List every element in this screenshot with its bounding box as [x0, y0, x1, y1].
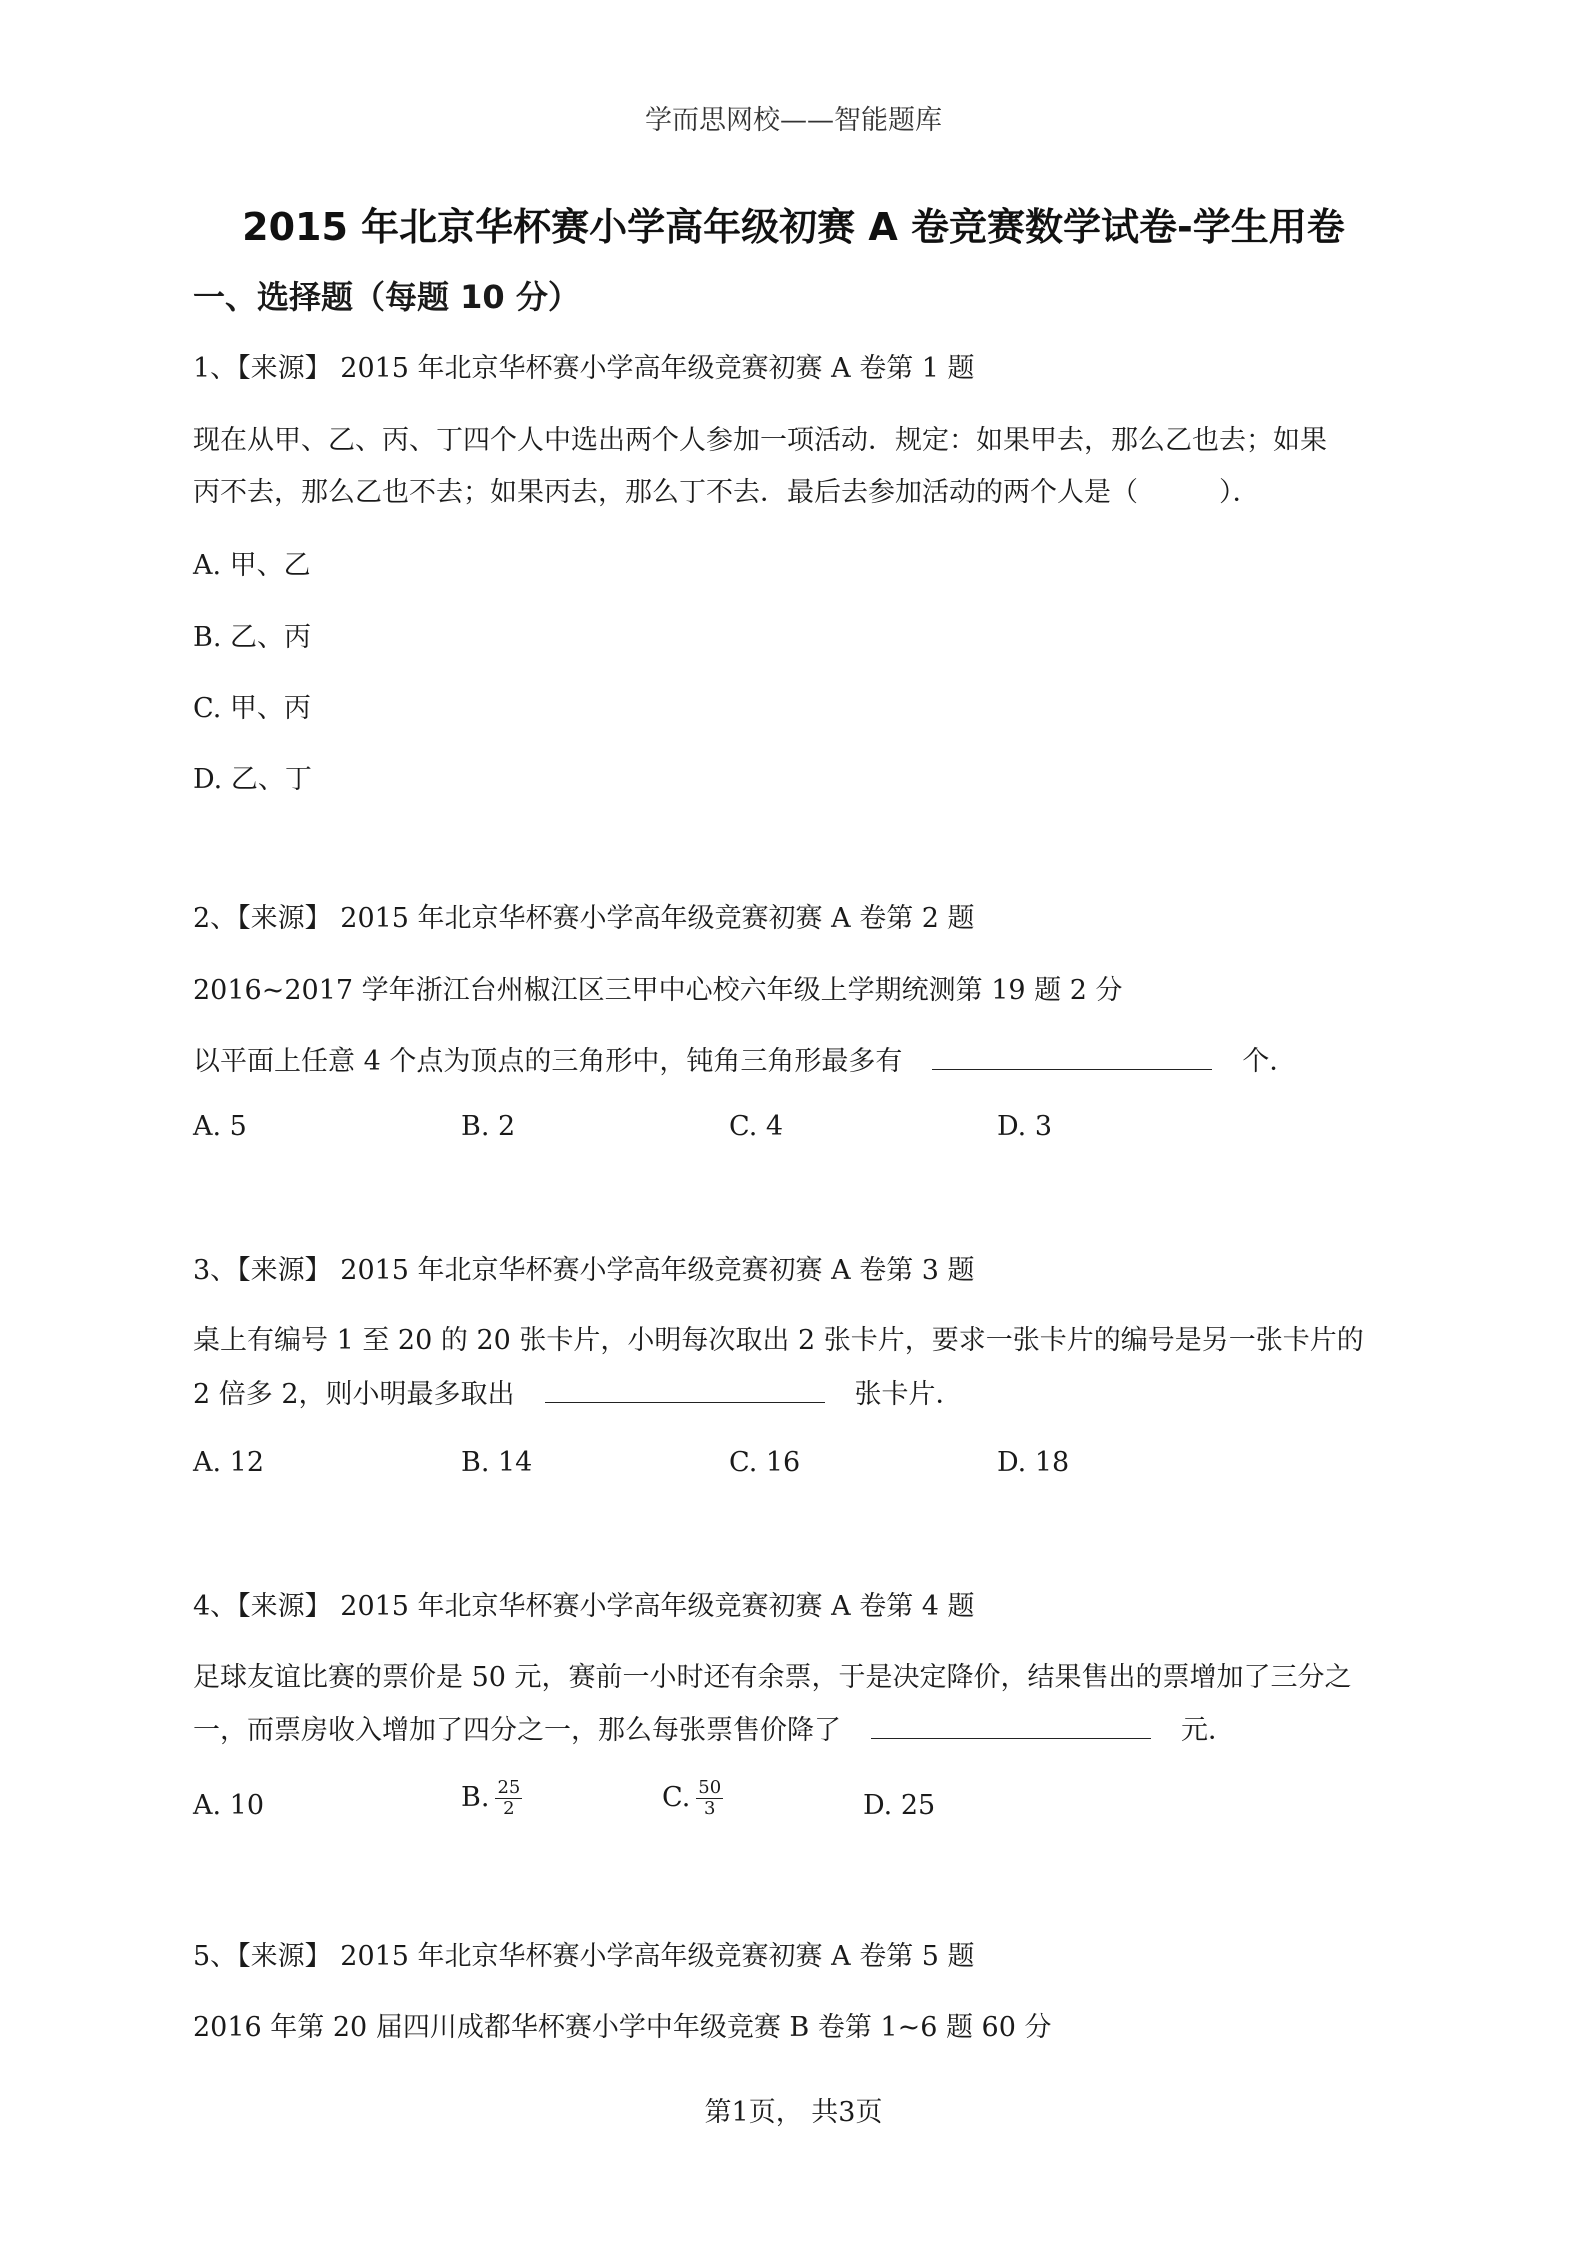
q3-stem-before: 2 倍多 2，则小明最多取出: [193, 1379, 515, 1410]
q4-source: 4、【来源】 2015 年北京华杯赛小学高年级竞赛初赛 A 卷第 4 题: [193, 1591, 975, 1622]
q4-option-a[interactable]: A. 10: [193, 1790, 265, 1821]
q2-option-d[interactable]: D. 3: [997, 1111, 1053, 1142]
q4-option-b-label: B.: [461, 1782, 490, 1813]
page-footer: 第1页， 共3页: [704, 2097, 883, 2128]
q4-option-b[interactable]: [461, 1778, 522, 1819]
q2-option-c[interactable]: C. 4: [729, 1111, 784, 1142]
q2-option-b[interactable]: B. 2: [461, 1111, 516, 1142]
q4-option-d[interactable]: D. 25: [863, 1790, 936, 1821]
q4-option-b-denominator: 2: [503, 1798, 515, 1819]
q5-source: 5、【来源】 2015 年北京华杯赛小学高年级竞赛初赛 A 卷第 5 题: [193, 1941, 975, 1972]
page-title: 2015 年北京华杯赛小学高年级初赛 A 卷竞赛数学试卷-学生用卷: [242, 205, 1345, 249]
q2-source: 2、【来源】 2015 年北京华杯赛小学高年级竞赛初赛 A 卷第 2 题: [193, 903, 975, 934]
q1-option-b[interactable]: B. 乙、丙: [193, 622, 312, 653]
q4-answer-blank[interactable]: [871, 1710, 1151, 1739]
section-heading: 一、选择题（每题 10 分）: [193, 278, 580, 316]
q4-option-c-denominator: 3: [704, 1798, 716, 1819]
q2-answer-blank[interactable]: [932, 1041, 1212, 1070]
q3-stem-line1: 桌上有编号 1 至 20 的 20 张卡片，小明每次取出 2 张卡片，要求一张卡片的编号是另一张卡片的: [193, 1325, 1364, 1356]
q5-source2: 2016 年第 20 届四川成都华杯赛小学中年级竞赛 B 卷第 1~6 题 60 分: [193, 2012, 1052, 2043]
q3-option-d[interactable]: D. 18: [997, 1447, 1070, 1478]
q2-stem: [193, 1039, 1296, 1078]
q3-option-a[interactable]: A. 12: [193, 1447, 265, 1478]
q4-option-b-numerator: 25: [497, 1777, 521, 1798]
q2-stem-before: 以平面上任意 4 个点为顶点的三角形中，钝角三角形最多有: [193, 1046, 903, 1077]
q1-option-d[interactable]: D. 乙、丁: [193, 764, 312, 795]
q3-stem-line2: [193, 1372, 963, 1411]
q4-option-c-numerator: 50: [698, 1777, 722, 1798]
q4-stem-line1: 足球友谊比赛的票价是 50 元，赛前一小时还有余票，于是决定降价，结果售出的票增加了三分之: [193, 1662, 1352, 1693]
q4-stem-before: 一，而票房收入增加了四分之一，那么每张票售价降了: [193, 1715, 841, 1746]
q4-option-c-label: C.: [662, 1782, 691, 1813]
q2-stem-after: 个．: [1242, 1046, 1297, 1077]
q3-answer-blank[interactable]: [545, 1374, 825, 1403]
page-header: 学而思网校——智能题库: [645, 105, 942, 136]
q4-stem-after: 元．: [1181, 1715, 1235, 1746]
q4-option-c[interactable]: [662, 1778, 723, 1819]
q2-option-a[interactable]: A. 5: [193, 1111, 247, 1142]
q3-source: 3、【来源】 2015 年北京华杯赛小学高年级竞赛初赛 A 卷第 3 题: [193, 1255, 975, 1286]
q1-stem-line2: 丙不去，那么乙也不去；如果丙去，那么丁不去．最后去参加活动的两个人是（ ）．: [193, 477, 1260, 508]
q3-option-c[interactable]: C. 16: [729, 1447, 801, 1478]
q1-option-c[interactable]: C. 甲、丙: [193, 693, 311, 724]
q2-source2: 2016~2017 学年浙江台州椒江区三甲中心校六年级上学期统测第 19 题 2 分: [193, 975, 1123, 1006]
q3-option-b[interactable]: B. 14: [461, 1447, 533, 1478]
q4-option-b-fraction: [495, 1778, 522, 1819]
q4-option-c-fraction: [696, 1778, 723, 1819]
q1-option-a[interactable]: A. 甲、乙: [193, 550, 311, 581]
q1-source: 1、【来源】 2015 年北京华杯赛小学高年级竞赛初赛 A 卷第 1 题: [193, 353, 975, 384]
q3-stem-after: 张卡片．: [854, 1379, 963, 1410]
q4-stem-line2: [193, 1708, 1235, 1747]
q1-stem-line1: 现在从甲、乙、丙、丁四个人中选出两个人参加一项活动．规定：如果甲去，那么乙也去；如果: [193, 425, 1327, 456]
